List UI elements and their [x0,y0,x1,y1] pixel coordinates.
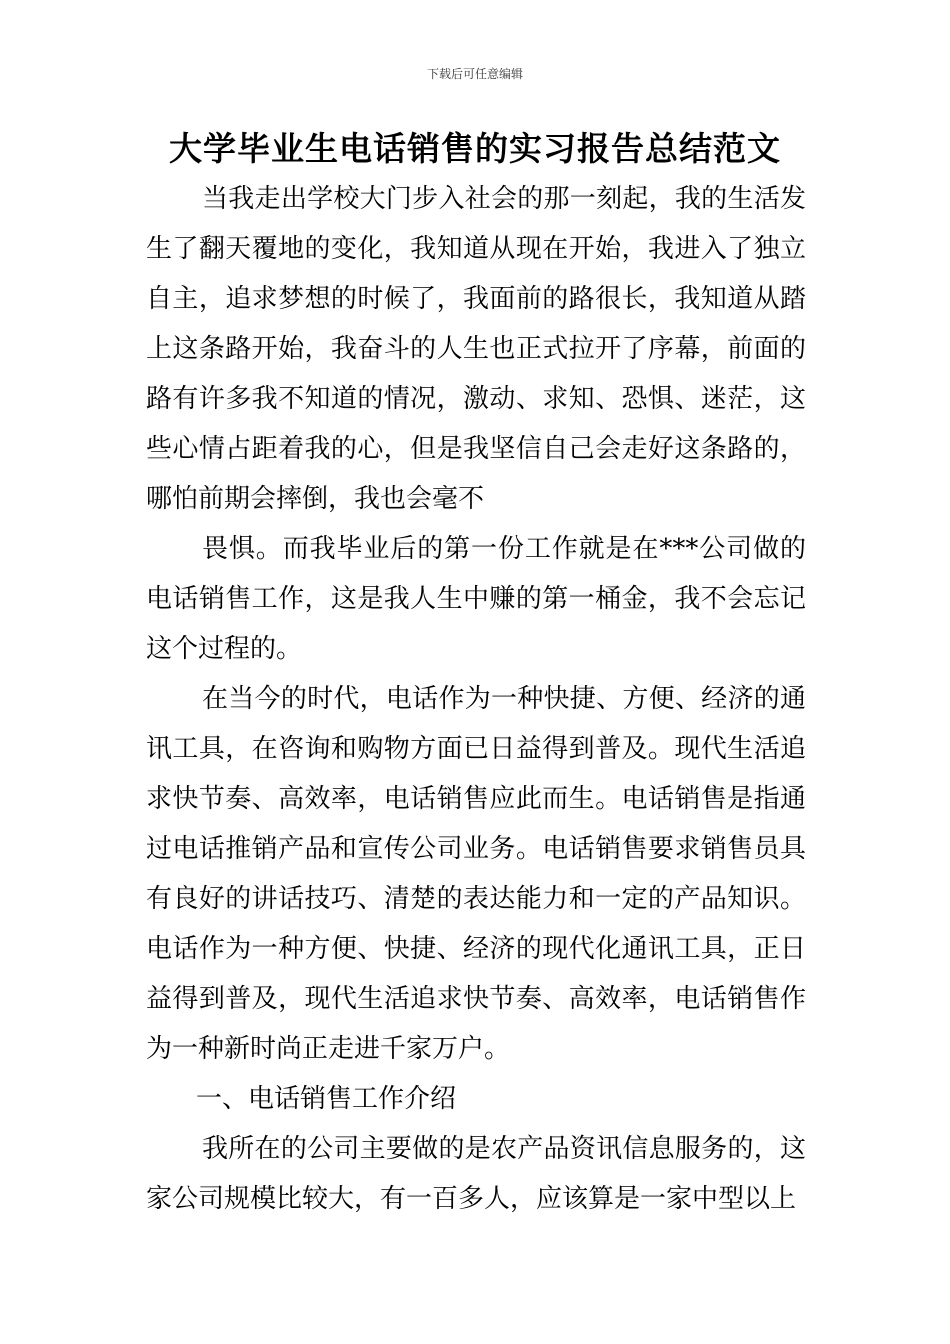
header-note: 下载后可任意编辑 [426,67,523,81]
document-body [146,174,806,1224]
document-title: 大学毕业生电话销售的实习报告总结范文 [169,129,781,168]
paragraph-first-job: 畏惧。而我毕业后的第一份工作就是在***公司做的电话销售工作，这是我人生中赚的第一桶金，我不会忘记这个过程的。 [146,534,806,664]
paragraph-intro: 当我走出学校大门步入社会的那一刻起，我的生活发生了翻天覆地的变化，我知道从现在开始，我进入了独立自主，追求梦想的时候了，我面前的路很长，我知道从踏上这条路开始，我奋斗的人生也正式拉开了序幕，前面的路有许多我不知道的情况，激动、求知、恐惧、迷茫，这些心情占距着我的心，但是我坚信自己会走好这条路的，哪怕前期会摔倒，我也会毫不 [146,184,806,514]
paragraph-phone-sales: 在当今的时代，电话作为一种快捷、方便、经济的通讯工具，在咨询和购物方面已日益得到普及。现代生活追求快节奏、高效率，电话销售应此而生。电话销售是指通过电话推销产品和宣传公司业务。电话销售要求销售员具有良好的讲话技巧、清楚的表达能力和一定的产品知识。电话作为一种方便、快捷、经济的现代化通讯工具，正日益得到普及，现代生活追求快节奏、高效率，电话销售作为一种新时尚正走进千家万户。 [146,684,806,1064]
paragraph-company: 我所在的公司主要做的是农产品资讯信息服务的，这家公司规模比较大，有一百多人，应该算是一家中型以上 [146,1134,806,1214]
section-heading: 一、电话销售工作介绍 [196,1084,457,1114]
